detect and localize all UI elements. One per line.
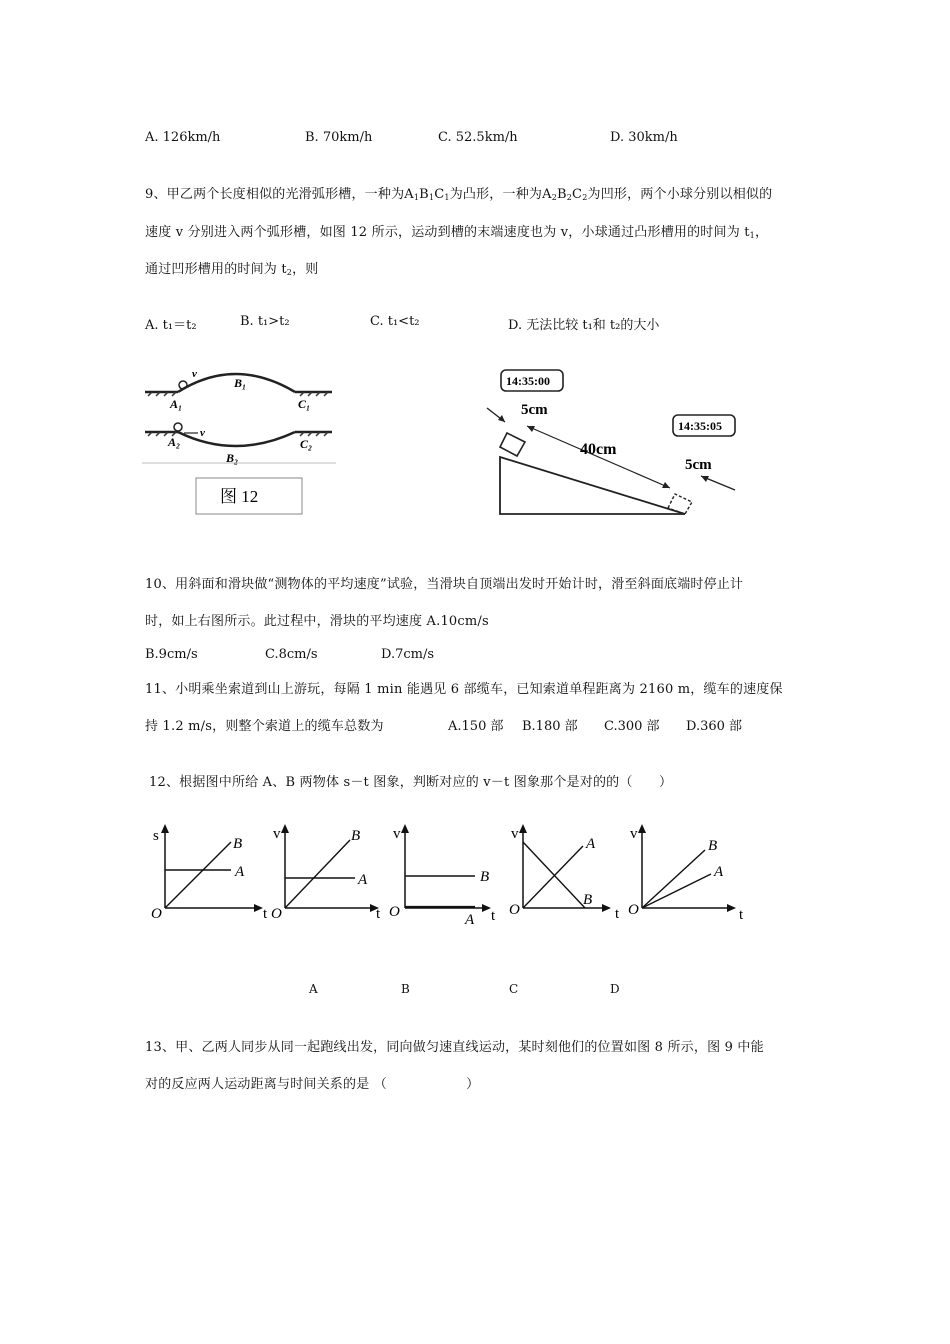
q9-line-3: 通过凹形槽用的时间为 $t_2$，则 [145,262,319,277]
label-b-3: B [480,869,490,885]
q10-option-d: D.7cm/s [381,647,435,662]
origin-4: O [509,902,520,918]
q12-line-1: 12、根据图中所给 A、B 两物体 s－t 图象，判断对应的 v－t 图象那个是对的的（ ） [149,775,673,790]
label-b1: B₁ [234,376,247,390]
q11-line-1: 11、小明乘坐索道到山上游玩，每隔 1 min 能遇见 6 部缆车，已知索道单程距离为 2160 m，缆车的速度保 [145,682,783,697]
incline-figure [485,362,740,522]
q9-option-c: C. t₁<t₂ [370,314,420,329]
axis-v-3: v [393,826,401,842]
label-a2: A₂ [168,435,181,449]
label-b-2: B [351,828,361,844]
v-label-2: v [200,427,205,439]
axis-v-2: v [273,826,281,842]
axis-v-5: v [630,826,638,842]
q10-line-2: 时，如上右图所示。此过程中，滑块的平均速度 A.10cm/s [145,614,489,629]
concave-track [145,423,332,465]
label-a-1: A [235,864,245,880]
q8-option-c: C. 52.5km/h [438,130,518,145]
label-a-4: A [586,836,596,852]
q8-option-d: D. 30km/h [610,130,678,145]
label-b-4: B [583,892,593,908]
label-c1: C₁ [298,397,311,411]
q11-option-b: B.180 部 [522,719,578,734]
length-block-1: 5cm [521,402,548,418]
axis-t-5: t [739,907,744,923]
clock-start: 14:35:00 [506,374,550,388]
axis-t-4: t [615,906,620,922]
q12-choice-c: C [509,982,519,996]
q10-option-b: B.9cm/s [145,647,198,662]
q10-line-1: 10、用斜面和滑块做“测物体的平均速度”试验，当滑块自顶端出发时开始计时，滑至斜面底端时停止计 [145,577,744,592]
graph-st [151,824,268,922]
origin-2: O [271,906,282,922]
origin-3: O [389,904,400,920]
q12-choice-b: B [401,982,410,996]
label-b2: B₂ [226,451,239,465]
label-c2: C₂ [300,437,313,451]
clock-end: 14:35:05 [678,419,722,433]
v-label-1: v [192,368,197,380]
graph-vt-c [509,824,620,922]
q11-option-d: D.360 部 [686,719,743,734]
q13-line-1: 13、甲、乙两人同步从同一起跑线出发，同向做匀速直线运动，某时刻他们的位置如图 8 所示，图 9 中能 [145,1040,764,1055]
axis-t-2: t [376,906,381,922]
q11-line-2: 持 1.2 m/s，则整个索道上的缆车总数为 [145,719,384,734]
label-a-3: A [465,912,475,926]
axis-t-3: t [491,908,496,924]
q8-option-a: A. 126km/h [145,130,221,145]
label-b-1: B [233,836,243,852]
q12-choice-a: A [309,982,318,996]
q11-option-a: A.150 部 [448,719,504,734]
q9-option-b: B. t₁>t₂ [240,314,290,329]
q9-option-a: A. t₁＝t₂ [145,318,197,333]
q9-option-d: D. 无法比较 t₁和 t₂的大小 [508,318,660,333]
origin-5: O [628,902,639,918]
axis-t-1: t [263,906,268,922]
q12-choice-d: D [610,982,620,996]
length-block-2: 5cm [685,457,712,473]
label-a-5: A [714,864,724,880]
graph-vt-b [389,824,496,926]
q13-line-2: 对的反应两人运动距离与时间关系的是 （ ） [145,1077,480,1092]
convex-track [145,368,332,411]
label-a-2: A [358,872,368,888]
length-middle: 40cm [580,441,617,458]
label-b-5: B [708,838,718,854]
figure-12-caption: 图 12 [220,487,259,506]
origin-1: O [151,906,162,922]
axis-s: s [153,828,159,844]
q9-line-2: 速度 v 分别进入两个弧形槽，如图 12 所示，运动到槽的末端速度也为 v，小球通过凸形槽用的时间为 $t_1$， [145,225,769,240]
axis-v-4: v [511,826,519,842]
arc-track-figure [140,360,340,520]
graph-vt-a [271,824,381,922]
q11-option-c: C.300 部 [604,719,660,734]
label-a1: A₁ [170,397,183,411]
graph-vt-d [628,824,744,923]
q9-line-1: 9、甲乙两个长度相似的光滑弧形槽，一种为$A_1B_1C_1$为凸形，一种为$A_2B_2C_2$为凹形，两个小球分别以相似的 [145,187,773,202]
graphs-figure [145,818,755,926]
q8-option-b: B. 70km/h [305,130,373,145]
q10-option-c: C.8cm/s [265,647,318,662]
